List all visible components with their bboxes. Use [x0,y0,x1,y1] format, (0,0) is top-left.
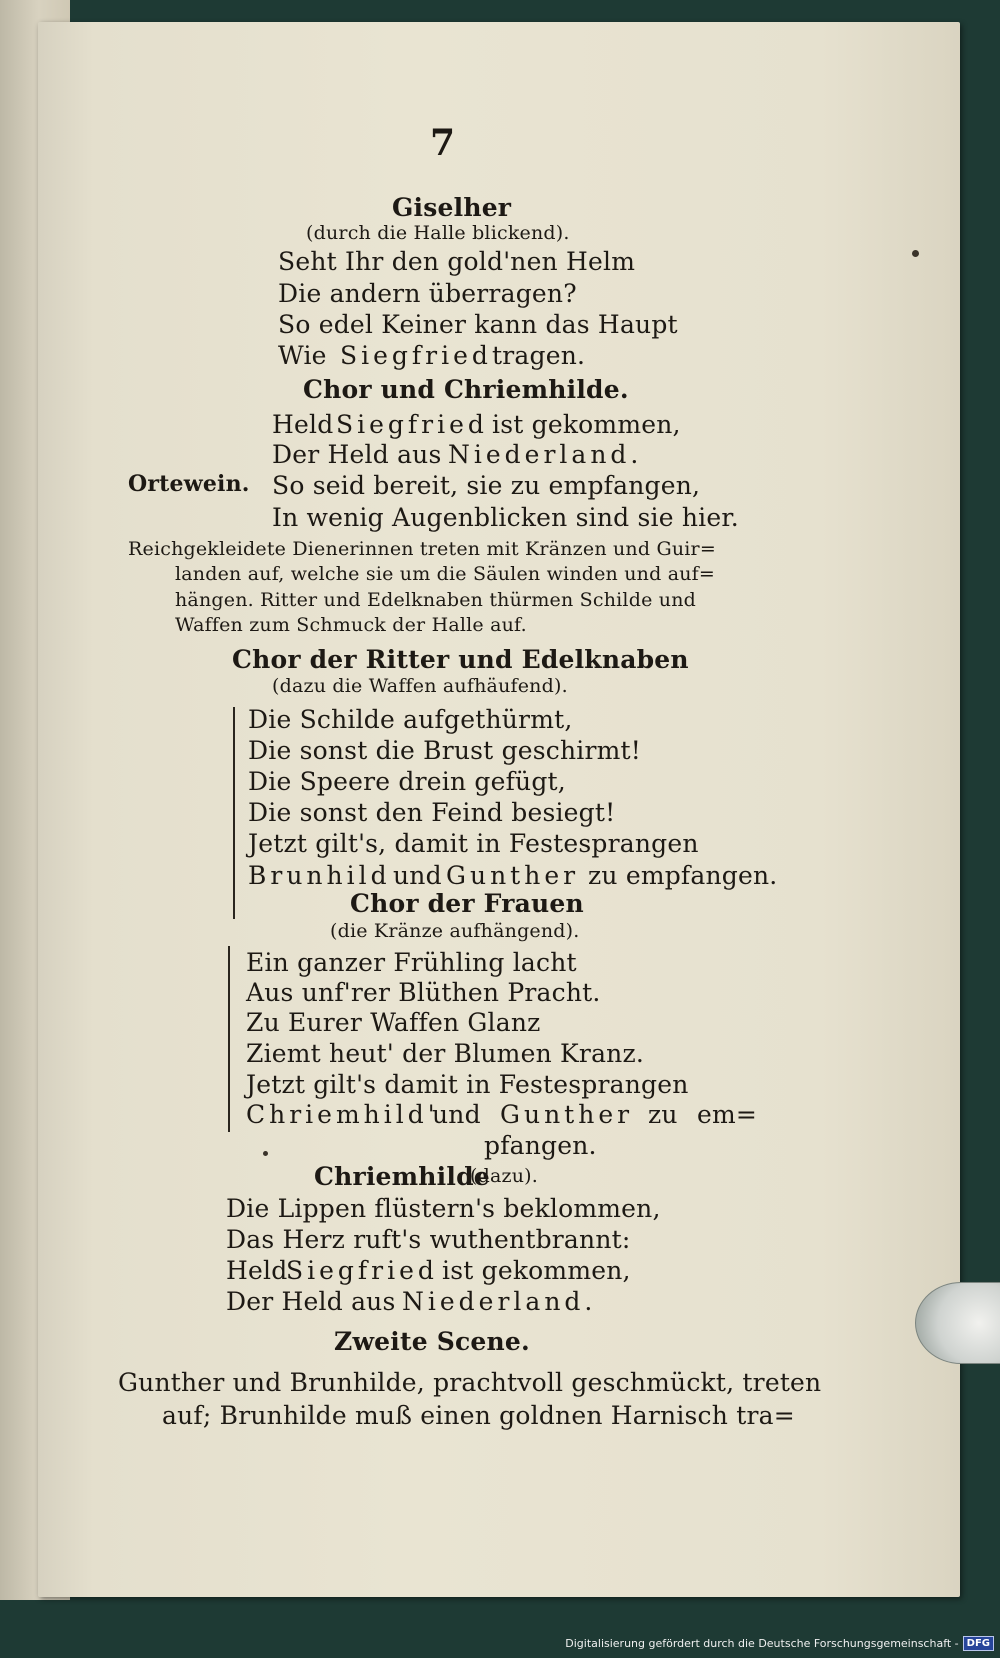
f6d: zu [648,1100,678,1129]
g4a: Wie [278,341,327,370]
r5: Jetzt gilt's, damit in Festesprangen [248,829,699,858]
r1: Die Schilde aufgethürmt, [248,705,573,734]
g4c: tragen. [492,341,586,370]
giselher-name: Giselher [392,193,512,222]
o2: In wenig Augenblicken sind sie hier. [272,503,739,532]
chorus-bracket-knights [233,707,235,919]
c2a: Der Held aus [272,440,442,469]
chor3-direction: (die Kränze aufhängend). [330,920,580,942]
e2: auf; Brunhilde muß einen goldnen Harnisch tra= [162,1401,795,1430]
ink-dot [912,250,919,257]
f7: pfangen. [484,1131,597,1160]
f3: Zu Eurer Waffen Glanz [246,1008,541,1037]
f6b: und [432,1100,481,1129]
o1: So seid bereit, sie zu empfangen, [272,471,701,500]
s3: hängen. Ritter und Edelknaben thürmen Schilde und [175,589,696,611]
f6c: Gunther [500,1100,634,1129]
c1b: Siegfried [336,410,488,439]
s2: landen auf, welche sie um die Säulen winden und auf= [175,563,716,585]
r4: Die sonst den Feind besiegt! [248,798,616,827]
k3b: Siegfried [286,1256,438,1285]
footer-credit [565,1636,994,1651]
footer-text: Digitalisierung gefördert durch die Deutsche Forschungsgemeinschaft - [565,1637,959,1650]
k2: Das Herz ruft's wuthentbrannt: [226,1225,631,1254]
f1: Ein ganzer Frühling lacht [246,948,577,977]
g4b: Siegfried [340,341,492,370]
f4: Ziemt heut' der Blumen Kranz. [246,1039,644,1068]
g3: So edel Keiner kann das Haupt [278,310,678,339]
chor3-name: Chor der Frauen [350,889,584,918]
page-turn-tab[interactable] [915,1282,1000,1364]
r2: Die sonst die Brust geschirmt! [248,736,642,765]
f6a: Chriemhild' [246,1100,439,1129]
chor2-direction: (dazu die Waffen aufhäufend). [272,675,568,697]
dfg-logo: DFG [963,1636,994,1651]
g1: Seht Ihr den gold'nen Helm [278,247,636,276]
r6a: Brunhild [248,861,391,890]
s1: Reichgekleidete Dienerinnen treten mit Kränzen und Guir= [128,538,716,560]
k1: Die Lippen flüstern's beklommen, [226,1194,661,1223]
f5: Jetzt gilt's damit in Festesprangen [246,1070,689,1099]
c2b: Niederland. [448,440,643,469]
r3: Die Speere drein gefügt, [248,767,566,796]
r6d: zu empfangen. [588,861,778,890]
c1c: ist gekommen, [492,410,681,439]
g2: Die andern überragen? [278,279,577,308]
f6e: em= [697,1100,758,1129]
k4b: Niederland. [402,1287,597,1316]
r6b: und [393,861,442,890]
chriem-direction: (dazu). [470,1165,539,1187]
k4a: Der Held aus [226,1287,396,1316]
chorus-bracket-women [228,946,230,1132]
giselher-direction: (durch die Halle blickend). [306,222,570,244]
e1: Gunther und Brunhilde, prachtvoll geschmückt, treten [118,1368,822,1397]
c1a: Held [272,410,334,439]
chor1-name: Chor und Chriemhilde. [303,375,629,404]
page-number: 7 [430,122,456,164]
ortewein-name: Ortewein. [128,471,250,497]
r6c: Gunther [446,861,580,890]
ink-dot [263,1151,268,1156]
s4: Waffen zum Schmuck der Halle auf. [175,614,527,636]
chor2-name: Chor der Ritter und Edelknaben [232,645,689,674]
f2: Aus unf'rer Blüthen Pracht. [246,978,601,1007]
k3a: Held [226,1256,288,1285]
k3c: ist gekommen, [442,1256,631,1285]
chriem-name: Chriemhilde [314,1162,490,1191]
scene-title: Zweite Scene. [334,1327,530,1356]
